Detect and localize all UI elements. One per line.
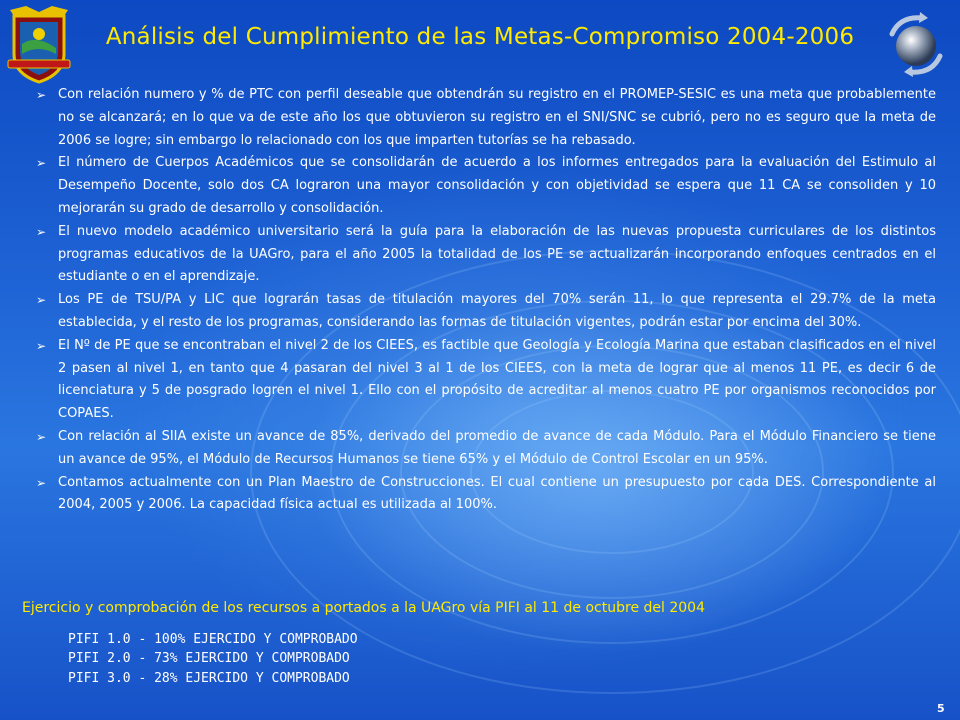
bullet-text: Contamos actualmente con un Plan Maestro de Construcciones. El cual contiene un presupuesto por cada DES. Correspondiente al 2004, 2005 y 2006. La capacidad física actual es utilizada al 100%.	[58, 474, 936, 513]
arrow-bullet-icon: ➢	[36, 156, 47, 171]
bullet-text: Con relación al SIIA existe un avance de 85%, derivado del promedio de avance de cada Módulo. Para el Módulo Financiero se tiene un avance de 95%, el Módulo de Recursos Humanos se tiene 65% y el Módulo de Control Escolar en un 95%.	[58, 428, 936, 467]
pifi-item: PIFI 1.0 - 100% EJERCIDO Y COMPROBADO	[68, 632, 358, 647]
bullet-text: Con relación numero y % de PTC con perfil deseable que obtendrán su registro en el PROMEP-SESIC es una meta que probablemente no se alcanzará; en lo que va de este año los que obtuvieron su registro en el SNI/SNC se cubrió, pero no es seguro que la meta de 2006 se logre; sin embargo lo relacionado con los que imparten tutorías se ha rebasado.	[58, 87, 936, 148]
list-item	[36, 426, 936, 472]
globe-arrows-icon	[882, 10, 950, 78]
pifi-section-heading: Ejercicio y comprobación de los recursos a portados a la UAGro vía PIFI al 11 de octubre del 2004	[22, 600, 705, 616]
arrow-bullet-icon: ➢	[36, 224, 47, 239]
page-number: 5	[937, 702, 945, 715]
list-item	[36, 472, 936, 518]
arrow-bullet-icon: ➢	[36, 338, 47, 353]
bullet-list	[36, 84, 936, 517]
bullet-text: El nuevo modelo académico universitario será la guía para la elaboración de las nuevas propuesta curriculares de los distintos programas educativos de la UAGro, para el año 2005 la totalidad de los PE se actualizarán incorporando enfoques centrados en el estudiante o en el aprendizaje.	[58, 223, 936, 285]
list-item	[36, 84, 936, 152]
list-item	[36, 335, 936, 426]
bullet-text: El número de Cuerpos Académicos que se consolidarán de acuerdo a los informes entregados para la evaluación del Estimulo al Desempeño Docente, solo dos CA lograron una mayor consolidación y con objetividad se espera que 11 CA se consoliden y 10 mejorarán su grado de desarrollo y consolidación.	[58, 155, 936, 216]
pifi-item: PIFI 2.0 - 73% EJERCIDO Y COMPROBADO	[68, 651, 350, 667]
bullet-text: Los PE de TSU/PA y LIC que lograrán tasas de titulación mayores del 70% serán 11, lo que representa el 29.7% de la meta establecida, y el resto de los programas, considerando las formas de titulación vigentes, podrán estar por encima del 30%.	[58, 292, 936, 330]
pifi-item: PIFI 3.0 - 28% EJERCIDO Y COMPROBADO	[68, 670, 350, 686]
list-item	[36, 289, 936, 335]
bullet-text: El Nº de PE que se encontraban el nivel 2 de los CIEES, es factible que Geología y Ecología Marina que estaban clasificados en el nivel 2 pasen al nivel 1, en tanto que 4 pasaran del nivel 3 al 1 de los CIEES, con la meta de lograr que al menos 11 PE, es decir 6 de licenciatura y 5 de posgrado logren el nivel 1. Ello con el propósito de acreditar al menos cuatro PE por organismos reconocidos por COPAES.	[58, 337, 936, 422]
arrow-bullet-icon: ➢	[36, 429, 47, 444]
list-item	[36, 221, 936, 289]
slide-title: Análisis del Cumplimiento de las Metas-Compromiso 2004-2006	[105, 24, 855, 50]
pifi-status-list	[68, 630, 358, 688]
arrow-bullet-icon: ➢	[36, 293, 47, 308]
arrow-bullet-icon: ➢	[36, 475, 47, 490]
arrow-bullet-icon: ➢	[36, 88, 47, 102]
list-item	[36, 152, 936, 220]
